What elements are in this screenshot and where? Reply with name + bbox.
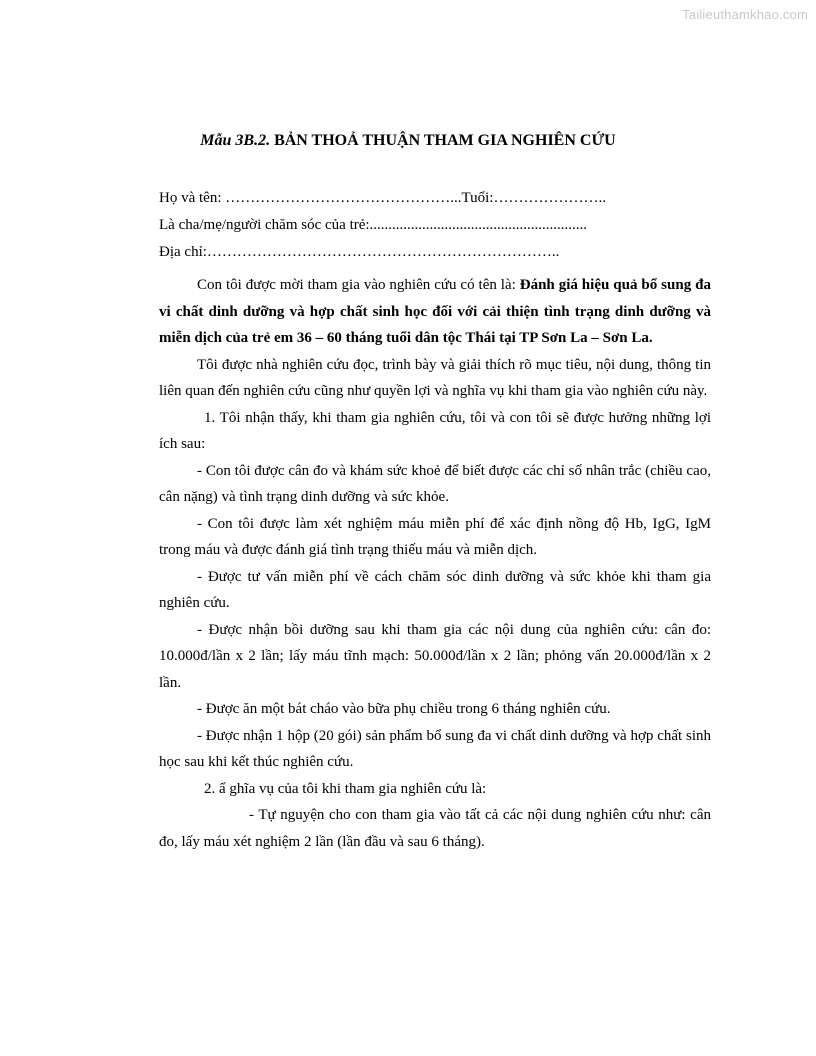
agreement-body (159, 272, 711, 855)
address-field: Địa chỉ:…………………………………………………………….. (159, 244, 560, 260)
duty-item: - Tự nguyện cho con tham gia vào tất cả các nội dung nghiên cứu như: cân đo, lấy máu xét nghiệm 2 lần (lần đầu và sau 6 tháng). (159, 807, 711, 850)
name-age-field: Họ và tên: ………………………………………...Tuổi:………………….. (159, 190, 606, 206)
page-title (0, 132, 816, 150)
intro-paragraph (159, 272, 711, 352)
explained-paragraph: Tôi được nhà nghiên cứu đọc, trình bày và giải thích rõ mục tiêu, nội dung, thông tin liên quan đến nghiên cứu cũng như quyền lợi và nghĩa vụ khi tham gia vào nghiên cứu này. (159, 356, 711, 399)
form-number: Mẫu 3B.2. (200, 132, 271, 149)
study-title: Đánh giá hiệu quả bổ sung đa vi chất dinh dưỡng và hợp chất sinh học đối với cải thiện tình trạng dinh dưỡng và miễn dịch của trẻ em 36 – 60 tháng tuổi dân tộc Thái tại TP Sơn La – Sơn La. (159, 277, 711, 346)
benefit-item: - Được nhận bồi dưỡng sau khi tham gia các nội dung của nghiên cứu: cân đo: 10.000đ/lần x 2 lần; lấy máu tĩnh mạch: 50.000đ/lần x 2 lần; phỏng vấn 20.000đ/lần x 2 lần. (159, 621, 711, 691)
form-heading: BẢN THOẢ THUẬN THAM GIA NGHIÊN CỨU (274, 132, 616, 149)
guardian-field: Là cha/mẹ/người chăm sóc của trẻ:.......................................................... (159, 217, 588, 233)
duties-heading: 2. ẩ ghĩa vụ của tôi khi tham gia nghiên cứu là: (204, 780, 487, 797)
benefit-item: - Con tôi được cân đo và khám sức khoẻ để biết được các chỉ số nhân trắc (chiều cao, cân nặng) và tình trạng dinh dưỡng và sức khỏe. (159, 462, 711, 505)
benefit-item: - Được nhận 1 hộp (20 gói) sản phẩm bổ sung đa vi chất dinh dưỡng và hợp chất sinh học sau khi kết thúc nghiên cứu. (159, 727, 711, 770)
watermark: Tailieuthamkhao.com (682, 7, 808, 22)
benefit-item: - Được tư vấn miễn phí về cách chăm sóc dinh dưỡng và sức khỏe khi tham gia nghiên cứu. (159, 568, 711, 611)
benefit-item: - Được ăn một bát cháo vào bữa phụ chiều trong 6 tháng nghiên cứu. (197, 701, 611, 717)
benefit-item: - Con tôi được làm xét nghiệm máu miễn phí để xác định nồng độ Hb, IgG, IgM trong máu và được đánh giá tình trạng thiếu máu và miễn dịch. (159, 515, 711, 558)
intro-lead: Con tôi được mời tham gia vào nghiên cứu có tên là: (197, 277, 520, 293)
benefits-heading: 1. Tôi nhận thấy, khi tham gia nghiên cứu, tôi và con tôi sẽ được hưởng những lợi ích sau: (159, 409, 711, 452)
